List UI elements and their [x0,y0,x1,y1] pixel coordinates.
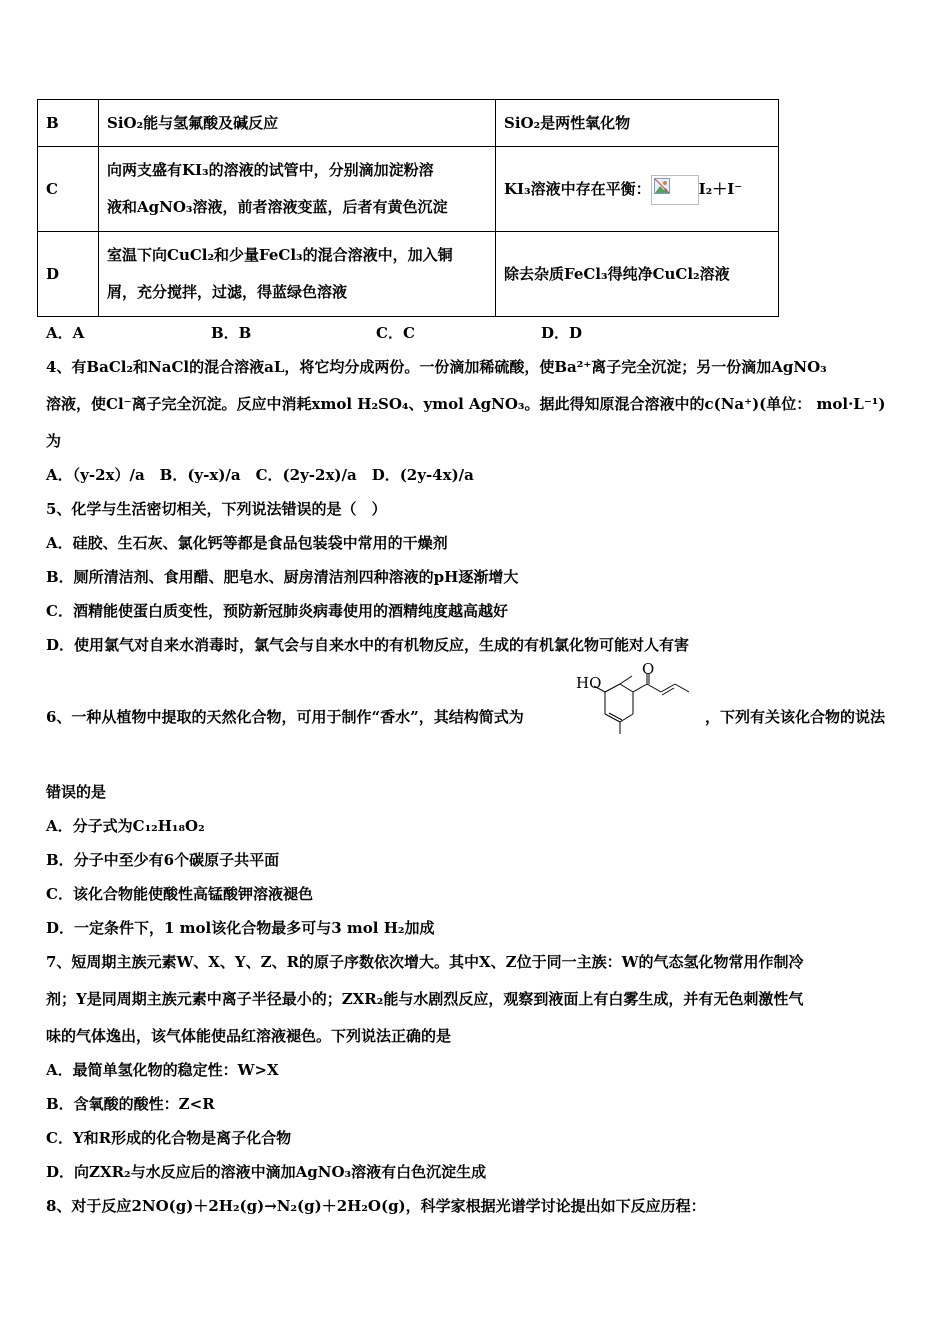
row-label: C [38,147,99,232]
q7-option-b: B．含氧酸的酸性：Z<R [46,1095,215,1113]
q5-option-a: A．硅胶、生石灰、氯化钙等都是食品包装袋中常用的干燥剂 [46,534,448,552]
image-placeholder-icon [654,178,670,194]
conclusion-text: KI₃溶液中存在平衡： [504,179,651,198]
hydroxyl-label: HO [576,674,602,692]
q6-stem-line2: 错误的是 [46,783,107,801]
q6-stem-pre: 6、一种从植物中提取的天然化合物，可用于制作“香水”，其结构简式为 [46,708,524,726]
carbonyl-oxygen-label: O [642,662,655,678]
q6-option-a: A．分子式为C₁₂H₁₈O₂ [46,817,205,835]
table-row [38,100,779,147]
options-table [37,99,779,317]
row-content-line: 屑，充分搅拌，过滤，得蓝绿色溶液 [107,283,348,301]
row-content-line: 液和AgNO₃溶液，前者溶液变蓝，后者有黄色沉淀 [107,198,448,216]
q6-option-c: C．该化合物能使酸性高锰酸钾溶液褪色 [46,885,313,903]
q6-stem-post: ，下列有关该化合物的说法 [705,708,886,726]
row-conclusion: SiO₂是两性氧化物 [496,100,779,147]
q5-stem: 5、化学与生活密切相关，下列说法错误的是（ ） [46,500,387,518]
row-content-line: 向两支盛有KI₃的溶液的试管中，分别滴加淀粉溶 [107,161,434,179]
q7-stem-line: 剂；Y是同周期主族元素中离子半径最小的；ZXR₂能与水剧烈反应，观察到液面上有白雾生成，并有无色刺激性气 [46,990,804,1008]
q7-option-c: C．Y和R形成的化合物是离子化合物 [46,1129,292,1147]
table-row [38,232,779,317]
q5-option-b: B．厕所清洁剂、食用醋、肥皂水、厨房清洁剂四种溶液的pH逐渐增大 [46,568,519,586]
q3-options [46,322,582,343]
row-conclusion [496,147,779,232]
q6-option-b: B．分子中至少有6个碳原子共平面 [46,851,280,869]
q5-option-c: C．酒精能使蛋白质变性，预防新冠肺炎病毒使用的酒精纯度越高越好 [46,602,508,620]
q4-stem-line: 4、有BaCl₂和NaCl的混合溶液aL，将它均分成两份。一份滴加稀硫酸，使Ba²⁺离子完全沉淀；另一份滴加AgNO₃ [46,358,827,376]
q7-option-d: D．向ZXR₂与水反应后的溶液中滴加AgNO₃溶液有白色沉淀生成 [46,1163,487,1181]
q4-options: A．（y-2x）/a B．(y-x)/a C．(2y-2x)/a D．(2y-4x)/a [46,466,474,484]
q7-stem-line: 味的气体逸出，该气体能使品红溶液褪色。下列说法正确的是 [46,1027,452,1045]
broken-image-icon [651,175,699,205]
q4-stem-line: 溶液，使Cl⁻离子完全沉淀。反应中消耗xmol H₂SO₄、ymol AgNO₃。据此得知原混合溶液中的c(Na⁺)(单位： mol·L⁻¹) [46,395,886,413]
row-conclusion: 除去杂质FeCl₃得纯净CuCl₂溶液 [496,232,779,317]
q5-option-d: D．使用氯气对自来水消毒时，氯气会与自来水中的有机物反应，生成的有机氯化物可能对人有害 [46,636,690,654]
conclusion-text: I₂＋I⁻ [698,179,743,198]
q7-stem-line: 7、短周期主族元素W、X、Y、Z、R的原子序数依次增大。其中X、Z位于同一主族：W的气态氢化物常用作制冷 [46,953,804,971]
structural-formula [572,662,702,752]
row-content: SiO₂能与氢氟酸及碱反应 [99,100,496,147]
row-label: B [38,100,99,147]
row-label: D [38,232,99,317]
option-a: A．A [46,324,85,342]
row-content [99,232,496,317]
option-d: D．D [541,324,583,342]
q4-stem-line: 为 [46,432,62,450]
q7-option-a: A．最简单氢化物的稳定性：W>X [46,1061,279,1079]
option-b: B．B [211,324,252,342]
row-content-line: 室温下向CuCl₂和少量FeCl₃的混合溶液中，加入铜 [107,246,453,264]
option-c: C．C [376,324,415,342]
q8-stem: 8、对于反应2NO(g)＋2H₂(g)→N₂(g)＋2H₂O(g)，科学家根据光谱学讨论提出如下反应历程： [46,1197,706,1215]
q6-option-d: D．一定条件下，1 mol该化合物最多可与3 mol H₂加成 [46,919,435,937]
table-row [38,147,779,232]
row-content [99,147,496,232]
